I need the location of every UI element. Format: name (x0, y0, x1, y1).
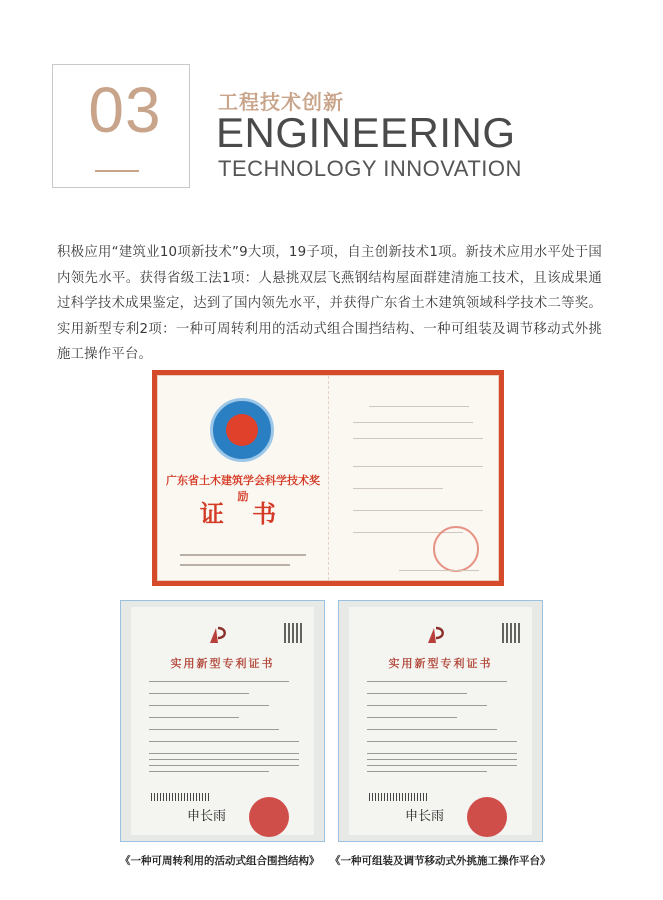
section-number-underline (95, 170, 139, 172)
award-certificate-cover (158, 376, 328, 580)
section-title-en-line2: TECHNOLOGY INNOVATION (218, 156, 522, 181)
award-certificate-inside (328, 376, 499, 580)
society-emblem-icon (210, 398, 274, 462)
patent-caption-1: 《一种可周转利用的活动式组合围挡结构》 (120, 855, 320, 867)
award-certificate-title: 证 书 (199, 500, 287, 528)
patent-caption-2: 《一种可组装及调节移动式外挑施工操作平台》 (330, 855, 551, 867)
patent-seal-icon (467, 797, 507, 837)
patent-signature: 申长雨 (405, 809, 445, 824)
qr-code-icon (502, 623, 522, 643)
patent-certificate-image-2 (338, 600, 543, 842)
barcode (369, 793, 429, 801)
body-paragraph: 积极应用“建筑业10项新技术”9大项，19子项，自主创新技术1项。新技术应用水平处于国内领先水平。获得省级工法1项：人悬挑双层飞燕钢结构屋面群建清施工技术，且该成果通过科学技术成果鉴定，达到了国内领先水平，并获得广东省土木建筑领域科学技术二等奖。实用新型专利2项：一种可周转利用的活动式组合围挡结构、一种可组装及调节移动式外挑施工操作平台。 (57, 245, 602, 362)
patent-signature: 申长雨 (187, 809, 227, 824)
barcode (151, 793, 211, 801)
patent-seal-icon (249, 797, 289, 837)
patent-certificate-title: 实用新型专利证书 (170, 657, 275, 670)
section-title-cn: 工程技术创新 (218, 90, 344, 114)
award-certificate-image (152, 370, 504, 586)
patent-office-logo-icon (425, 625, 447, 647)
section-number: 03 (88, 74, 162, 146)
section-title-en-line1: ENGINEERING (216, 109, 516, 156)
award-org-name: 广东省土木建筑学会科学技术奖励 (166, 474, 320, 503)
qr-code-icon (284, 623, 304, 643)
patent-certificate-image-1 (120, 600, 325, 842)
patent-certificate-title: 实用新型专利证书 (388, 657, 493, 670)
award-seal-icon (433, 526, 479, 572)
patent-office-logo-icon (207, 625, 229, 647)
